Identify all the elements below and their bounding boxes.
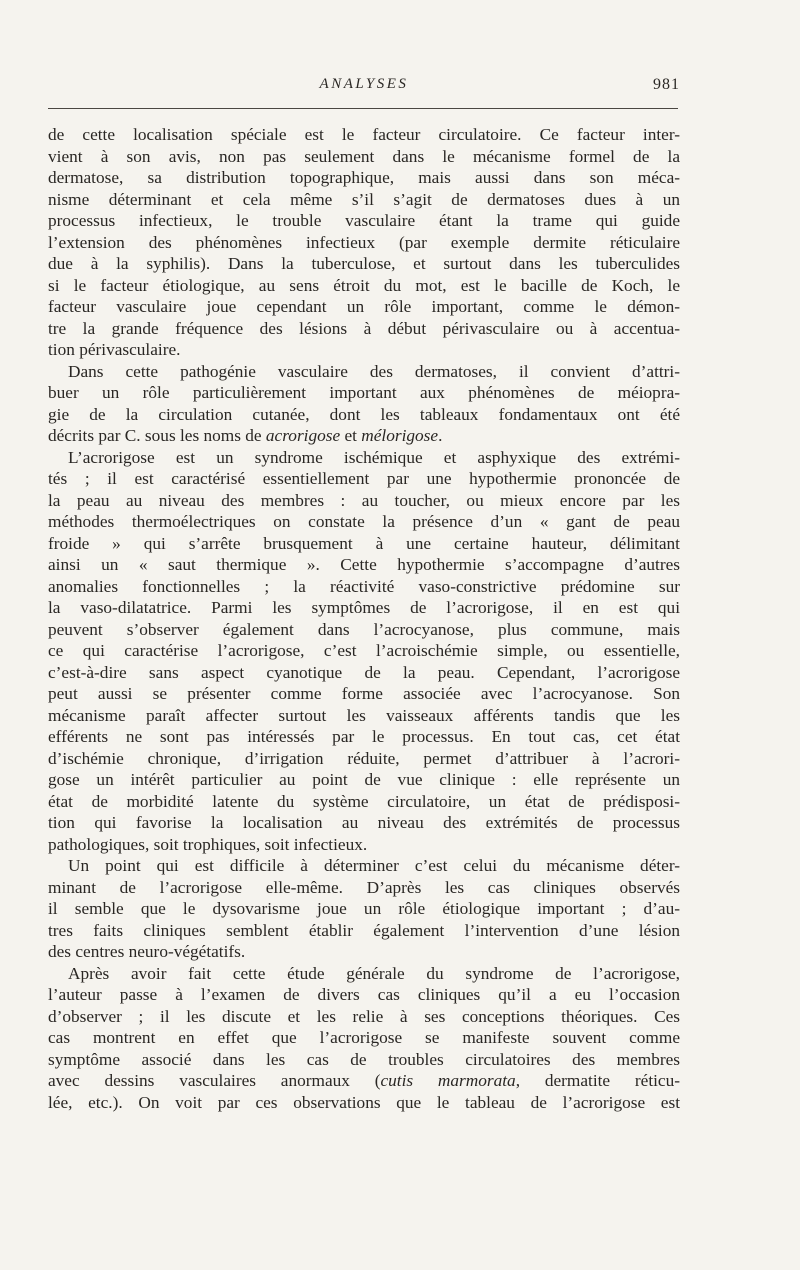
text-line bbox=[48, 877, 680, 899]
text-segment: l’extension des phénomènes infectieux (par exemple dermite réticulaire bbox=[48, 232, 680, 252]
page-number: 981 bbox=[653, 76, 680, 93]
text-line bbox=[48, 339, 680, 361]
text-line bbox=[48, 619, 680, 641]
text-line bbox=[48, 1070, 680, 1092]
text-line bbox=[48, 769, 680, 791]
text-line bbox=[48, 662, 680, 684]
text-segment: gose un intérêt particulier au point de vue clinique : elle représente un bbox=[48, 770, 680, 789]
text-segment: d’ischémie chronique, d’irrigation réduite, permet d’attribuer à l’acrori- bbox=[48, 748, 680, 768]
text-line bbox=[48, 210, 680, 232]
text-line bbox=[48, 898, 680, 920]
text-line bbox=[48, 812, 680, 834]
text-segment: Après avoir fait cette étude générale du syndrome de l’acrorigose, bbox=[68, 963, 680, 983]
text-line bbox=[48, 425, 680, 447]
text-line bbox=[48, 232, 680, 254]
italic-term: acrorigose bbox=[265, 426, 341, 445]
text-line bbox=[48, 683, 680, 705]
text-line bbox=[48, 404, 680, 426]
text-line bbox=[48, 640, 680, 662]
text-line bbox=[48, 275, 680, 297]
text-segment: vient à son avis, non pas seulement dans le mécanisme formel de la bbox=[48, 146, 680, 166]
text-segment: peuvent s’observer également dans l’acrocyanose, plus commune, mais bbox=[48, 619, 680, 639]
text-segment: tion qui favorise la localisation au niveau des extrémités de processus bbox=[48, 813, 680, 832]
text-line bbox=[48, 318, 680, 340]
text-segment: nisme déterminant et cela même s’il s’agit de dermatoses dues à un bbox=[48, 189, 680, 209]
text-segment: facteur vasculaire joue cependant un rôle important, comme le démon- bbox=[48, 297, 680, 316]
text-segment: d’observer ; il les discute et les relie à ses conceptions théoriques. Ces bbox=[48, 1006, 680, 1026]
text-segment: anomalies fonctionnelles ; la réactivité vaso-constrictive prédomine sur bbox=[48, 576, 680, 596]
text-line bbox=[48, 920, 680, 942]
text-segment: c’est-à-dire sans aspect cyanotique de la peau. Cependant, l’acrorigose bbox=[48, 662, 680, 682]
text-segment: il semble que le dysovarisme joue un rôle étiologique important ; d’au- bbox=[48, 899, 680, 918]
text-line bbox=[48, 253, 680, 275]
text-segment: méthodes thermoélectriques on constate la présence d’un « gant de peau bbox=[48, 512, 680, 531]
text-line bbox=[48, 533, 680, 555]
text-segment: cas montrent en effet que l’acrorigose se manifeste souvent comme bbox=[48, 1028, 680, 1047]
text-segment: et bbox=[340, 426, 362, 445]
text-segment: efférents ne sont pas intéressés par le processus. En tout cas, cet état bbox=[48, 727, 680, 746]
text-line bbox=[48, 554, 680, 576]
text-segment: des centres neuro-végétatifs. bbox=[48, 942, 246, 961]
text-line bbox=[48, 941, 680, 963]
body-text bbox=[48, 124, 680, 1113]
text-line bbox=[48, 146, 680, 168]
text-line bbox=[48, 791, 680, 813]
text-segment: Un point qui est difficile à déterminer c’est celui du mécanisme déter- bbox=[68, 856, 680, 875]
text-line bbox=[48, 468, 680, 490]
text-line bbox=[48, 705, 680, 727]
running-title: ANALYSES bbox=[319, 76, 409, 92]
text-segment: , dermatite réticu- bbox=[515, 1071, 680, 1090]
text-segment: état de morbidité latente du système circulatoire, un état de prédisposi- bbox=[48, 791, 680, 811]
text-line bbox=[48, 1049, 680, 1071]
italic-term: mélorigose bbox=[361, 426, 439, 445]
text-segment: . bbox=[438, 426, 443, 445]
page-header bbox=[48, 76, 680, 102]
text-line bbox=[48, 576, 680, 598]
text-line bbox=[48, 834, 680, 856]
text-segment: de cette localisation spéciale est le facteur circulatoire. Ce facteur inter- bbox=[48, 125, 680, 144]
text-segment: symptôme associé dans les cas de troubles circulatoires des membres bbox=[48, 1049, 680, 1069]
text-line bbox=[48, 984, 680, 1006]
text-line bbox=[48, 1006, 680, 1028]
text-segment: si le facteur étiologique, au sens étroit du mot, est le bacille de Koch, le bbox=[48, 275, 680, 295]
text-segment: processus infectieux, le trouble vasculaire étant la trame qui guide bbox=[48, 211, 680, 230]
text-segment: ainsi un « saut thermique ». Cette hypothermie s’accompagne d’autres bbox=[48, 555, 680, 574]
text-segment: la peau au niveau des membres : au toucher, ou mieux encore par les bbox=[48, 490, 680, 510]
text-line bbox=[48, 382, 680, 404]
text-line bbox=[48, 490, 680, 512]
text-segment: l’auteur passe à l’examen de divers cas cliniques qu’il a eu l’occasion bbox=[48, 985, 680, 1004]
text-segment: buer un rôle particulièrement important aux phénomènes de méiopra- bbox=[48, 383, 680, 402]
text-line bbox=[48, 361, 680, 383]
text-segment: avec dessins vasculaires anormaux ( bbox=[48, 1071, 381, 1090]
text-line bbox=[48, 296, 680, 318]
text-segment: froide » qui s’arrête brusquement à une certaine hauteur, délimitant bbox=[48, 533, 680, 553]
text-line bbox=[48, 726, 680, 748]
header-rule bbox=[48, 108, 678, 109]
text-segment: minant de l’acrorigose elle-même. D’après les cas cliniques observés bbox=[48, 877, 680, 897]
italic-term: cutis marmorata bbox=[380, 1071, 516, 1090]
text-line bbox=[48, 447, 680, 469]
text-segment: décrits par C. sous les noms de bbox=[48, 426, 266, 445]
text-line bbox=[48, 189, 680, 211]
text-segment: tres faits cliniques semblent établir également l’intervention d’une lésion bbox=[48, 920, 680, 940]
text-line bbox=[48, 597, 680, 619]
text-line bbox=[48, 1092, 680, 1114]
text-segment: gie de la circulation cutanée, dont les tableaux fondamentaux ont été bbox=[48, 404, 680, 424]
text-segment: due à la syphilis). Dans la tuberculose, et surtout dans les tuberculides bbox=[48, 254, 680, 273]
text-line bbox=[48, 963, 680, 985]
text-segment: ce qui caractérise l’acrorigose, c’est l’acroischémie simple, ou essentielle, bbox=[48, 641, 680, 660]
text-line bbox=[48, 855, 680, 877]
text-line bbox=[48, 748, 680, 770]
text-segment: tre la grande fréquence des lésions à début périvasculaire ou à accentua- bbox=[48, 318, 680, 338]
text-segment: mécanisme paraît affecter surtout les vaisseaux afférents tandis que les bbox=[48, 705, 680, 725]
text-line bbox=[48, 1027, 680, 1049]
text-segment: dermatose, sa distribution topographique, mais aussi dans son méca- bbox=[48, 168, 680, 187]
text-segment: lée, etc.). On voit par ces observations que le tableau de l’acrorigose est bbox=[48, 1092, 680, 1112]
text-line bbox=[48, 167, 680, 189]
text-segment: pathologiques, soit trophiques, soit infectieux. bbox=[48, 834, 368, 854]
text-segment: Dans cette pathogénie vasculaire des dermatoses, il convient d’attri- bbox=[68, 361, 680, 381]
text-segment: tion périvasculaire. bbox=[48, 340, 181, 359]
text-segment: L’acrorigose est un syndrome ischémique et asphyxique des extrémi- bbox=[68, 447, 680, 467]
text-segment: peut aussi se présenter comme forme associée avec l’acrocyanose. Son bbox=[48, 684, 680, 703]
text-line bbox=[48, 511, 680, 533]
text-line bbox=[48, 124, 680, 146]
text-segment: la vaso-dilatatrice. Parmi les symptômes de l’acrorigose, il en est qui bbox=[48, 598, 680, 617]
text-segment: tés ; il est caractérisé essentiellement par une hypothermie prononcée de bbox=[48, 469, 680, 488]
